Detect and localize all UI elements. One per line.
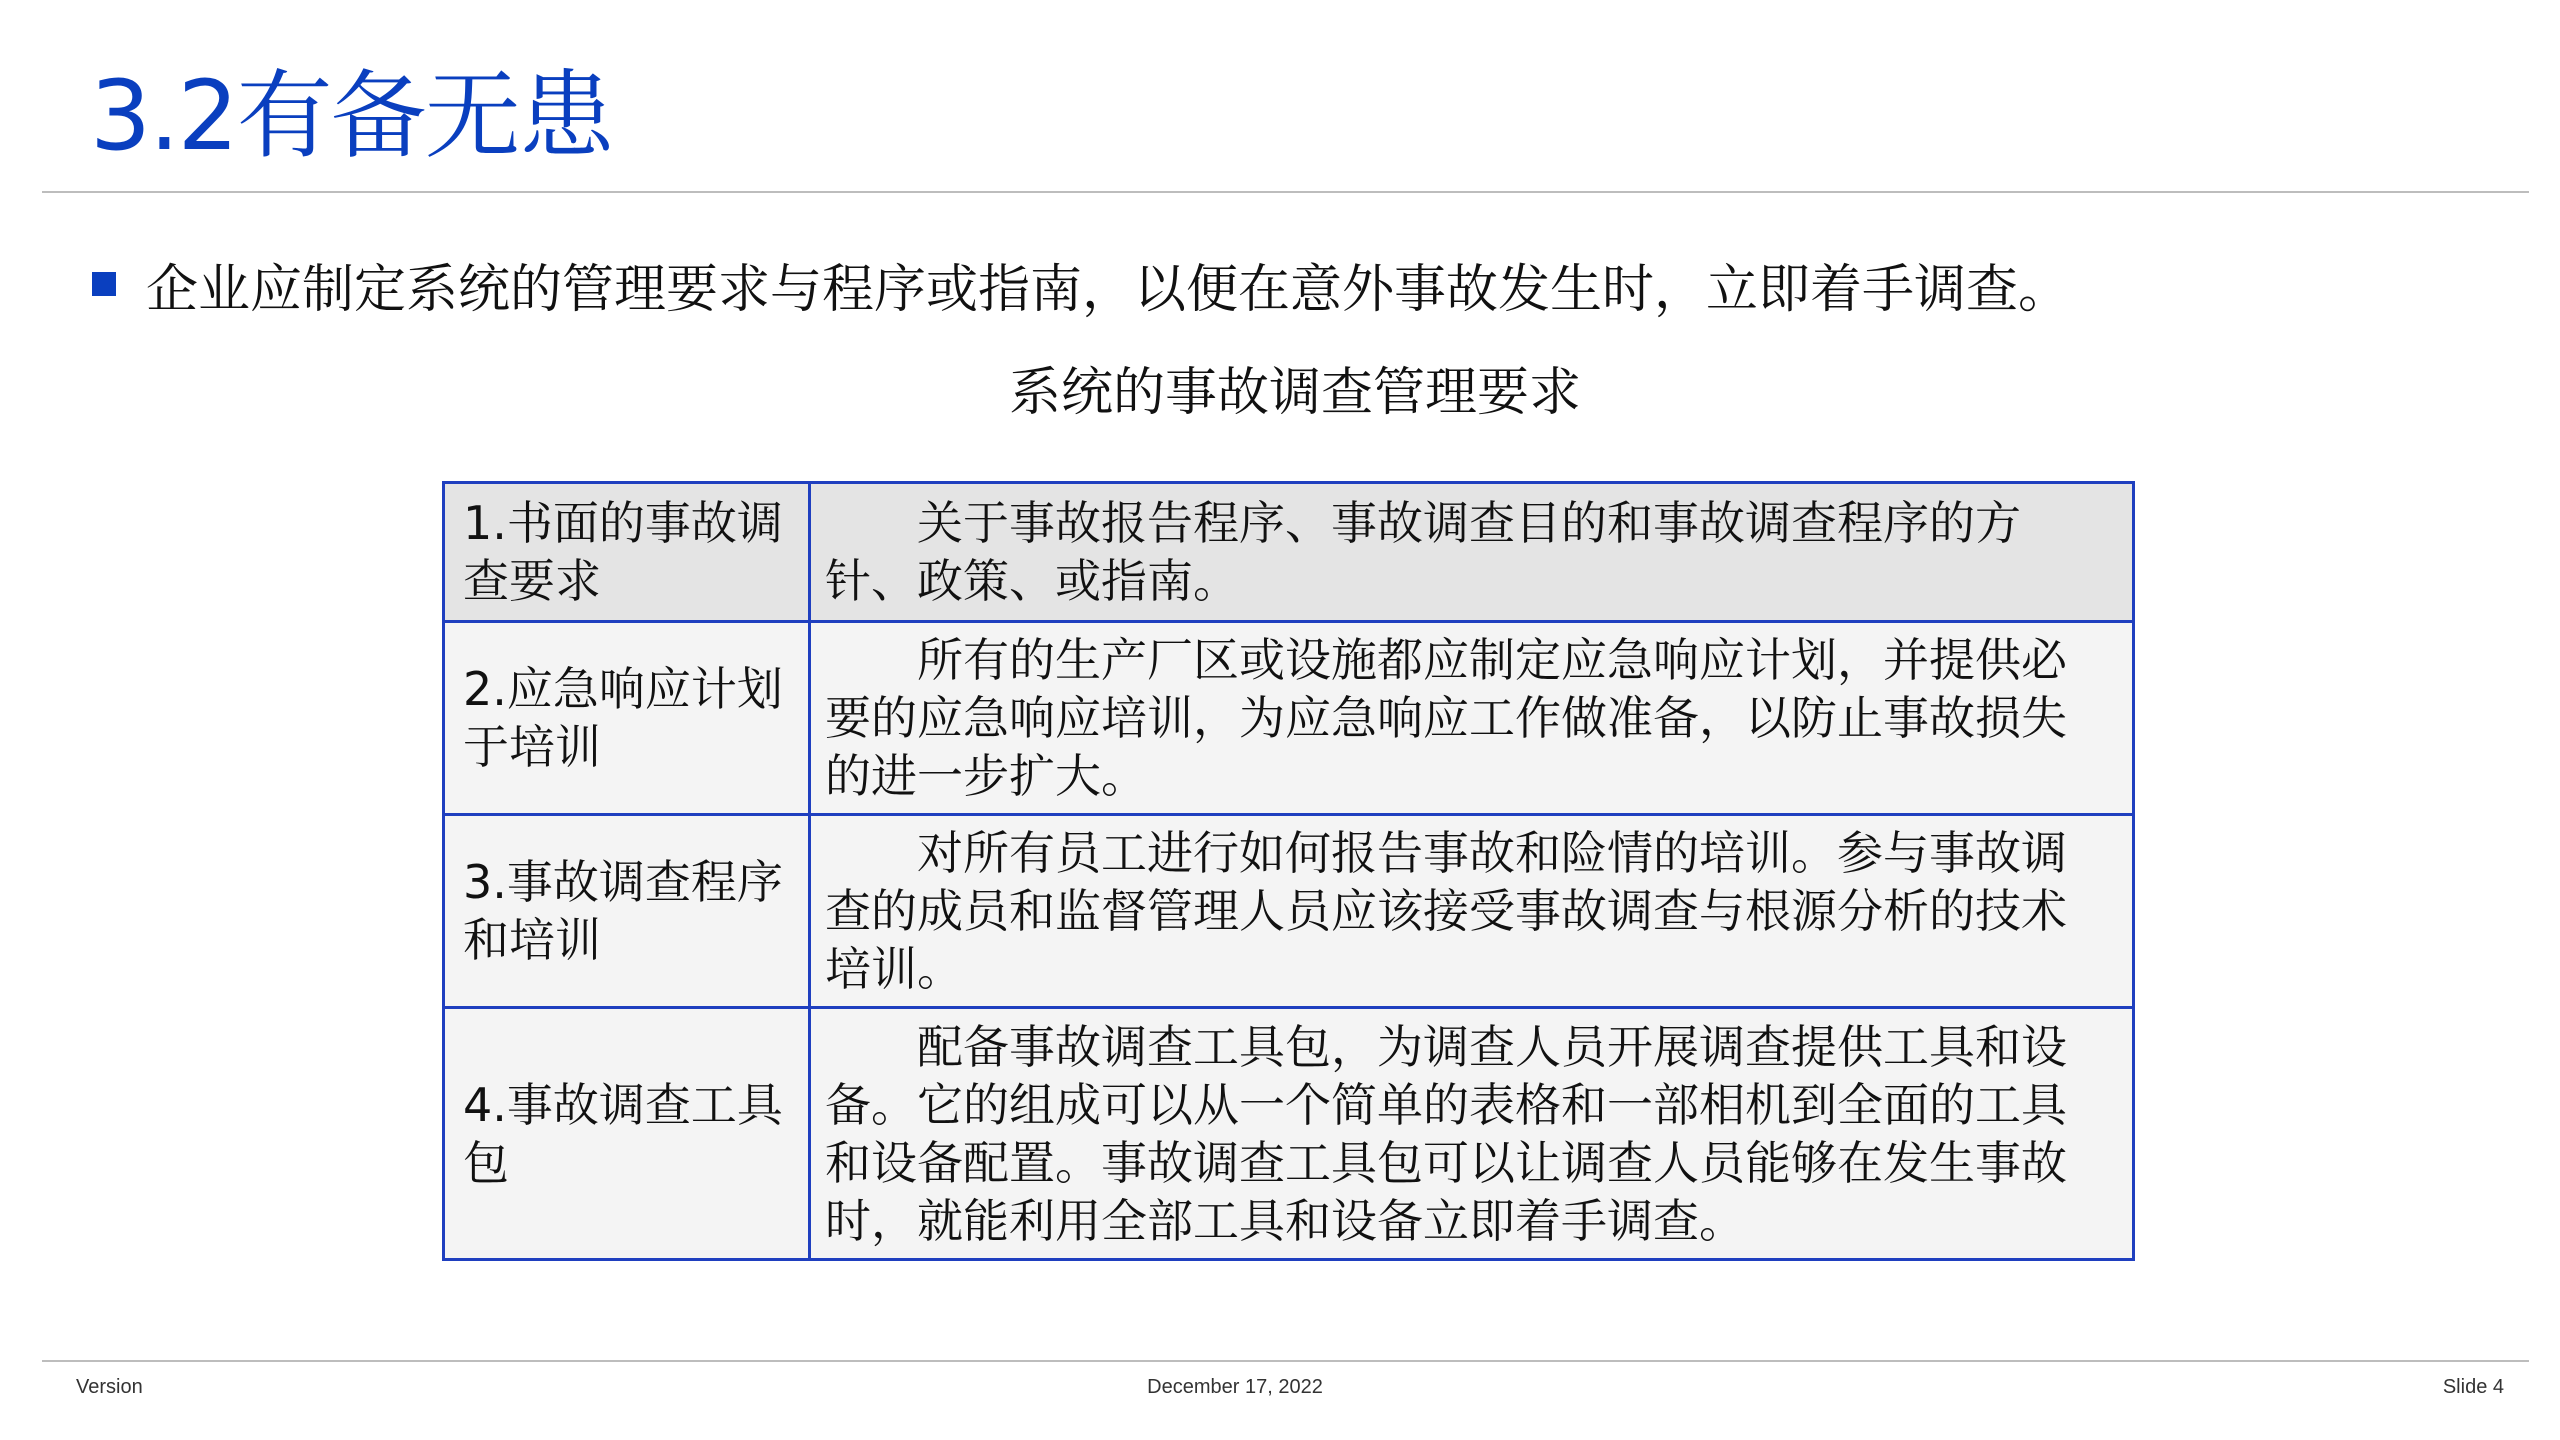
footer-divider (42, 1360, 2529, 1362)
table-row (444, 815, 2134, 1008)
table-cell-description: 配备事故调查工具包，为调查人员开展调查提供工具和设备。它的组成可以从一个简单的表格和一部相机到全面的工具和设备配置。事故调查工具包可以让调查人员能够在发生事故时，就能利用全部工具和设备立即着手调查。 (810, 1008, 2134, 1260)
footer-version: Version (76, 1376, 143, 1398)
table-cell-label: 1.书面的事故调查要求 (444, 483, 810, 622)
footer-slide-number: Slide 4 (2442, 1376, 2504, 1398)
table-row (444, 483, 2134, 622)
table-cell-label: 2.应急响应计划于培训 (444, 622, 810, 815)
slide-title: 3.2有备无患 (90, 60, 613, 172)
title-divider (42, 191, 2529, 193)
table-caption: 系统的事故调查管理要求 (1008, 363, 1581, 423)
table-cell-description: 所有的生产厂区或设施都应制定应急响应计划，并提供必要的应急响应培训，为应急响应工作做准备，以防止事故损失的进一步扩大。 (810, 622, 2134, 815)
table-cell-description: 对所有员工进行如何报告事故和险情的培训。参与事故调查的成员和监督管理人员应该接受事故调查与根源分析的技术培训。 (810, 815, 2134, 1008)
table-cell-description: 关于事故报告程序、事故调查目的和事故调查程序的方针、政策、或指南。 (810, 483, 2134, 622)
requirements-table (442, 481, 2135, 1261)
table-cell-label: 4.事故调查工具包 (444, 1008, 810, 1260)
bullet-point (92, 244, 2070, 324)
table-row (444, 622, 2134, 815)
bullet-square-icon (92, 272, 116, 296)
table-row (444, 1008, 2134, 1260)
footer-date: December 17, 2022 (1147, 1376, 1323, 1398)
table-cell-label: 3.事故调查程序和培训 (444, 815, 810, 1008)
bullet-text: 企业应制定系统的管理要求与程序或指南，以便在意外事故发生时，立即着手调查。 (146, 259, 2071, 320)
